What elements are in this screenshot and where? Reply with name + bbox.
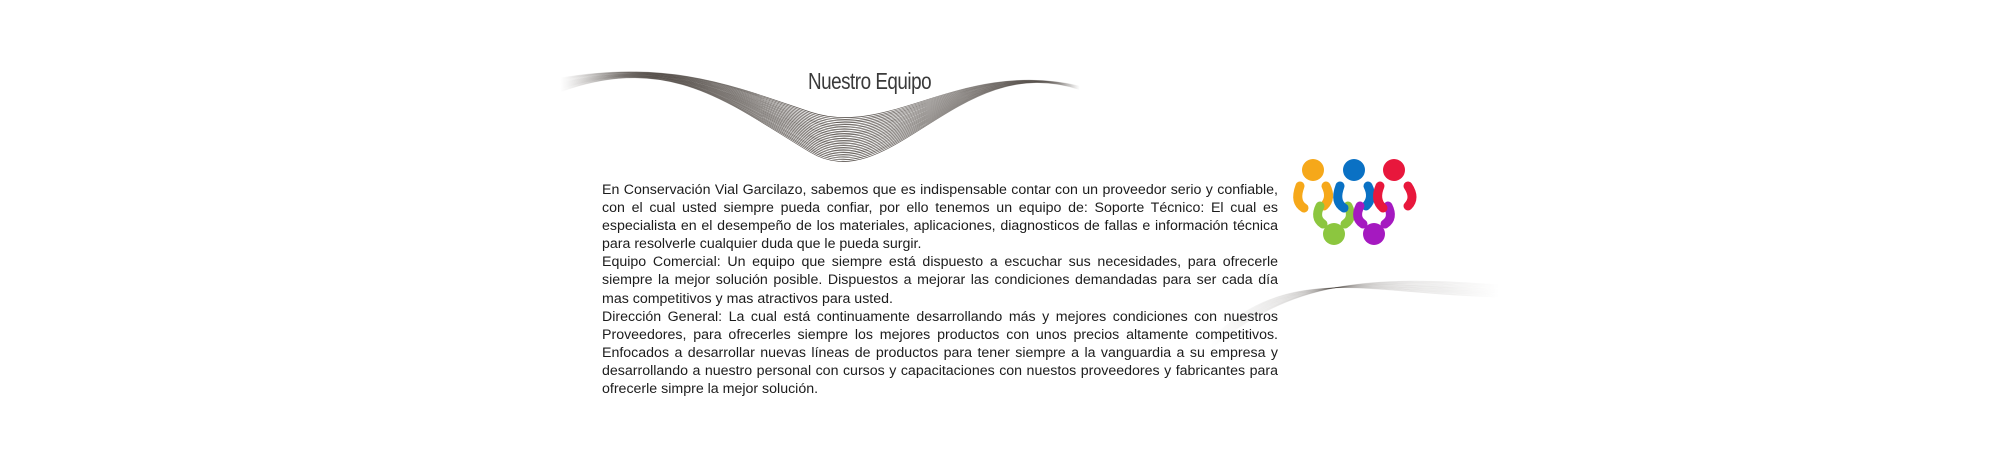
wave-decoration-top [560,40,1080,175]
person-blue-icon [1338,159,1371,208]
paragraph-direccion-general: Dirección General: La cual está continuamente desarrollando más y mejores condiciones con nuestros Proveedores, para ofrecerles siempre los mejores productos con unos precios altamente competitivos. Enfocados a desarrollar nuevas líneas de productos para tener siempre a la vanguardia a su empresa y desarrollando a nuestro personal con cursos y capacitaciones con nuestos proveedores y fabricantes para ofrecerle simpre la mejor solución. [602,308,1278,398]
team-description [602,181,1278,398]
paragraph-soporte-tecnico: En Conservación Vial Garcilazo, sabemos que es indispensable contar con un proveedor serio y confiable, con el cual usted siempre pueda confiar, por ello tenemos un equipo de: Soporte Técnico: El cual es especialista en el desempeño de los materiales, aplicaciones, diagnosticos de fallas e información técnica para resolverle cualquier duda que le pueda surgir. [602,182,1278,253]
paragraph-equipo-comercial: Equipo Comercial: Un equipo que siempre está dispuesto a escuchar sus necesidades, para ofrecerle siempre la mejor solución posible. Dispuestos a mejorar las condiciones demandadas para ser cada día mas competitivos y mas atractivos para usted. [602,254,1278,307]
section-title: Nuestro Equipo [808,68,932,94]
person-yellow-icon [1298,159,1329,208]
person-purple-icon [1358,206,1391,245]
person-red-icon [1378,159,1412,208]
team-people-logo [1288,154,1450,254]
